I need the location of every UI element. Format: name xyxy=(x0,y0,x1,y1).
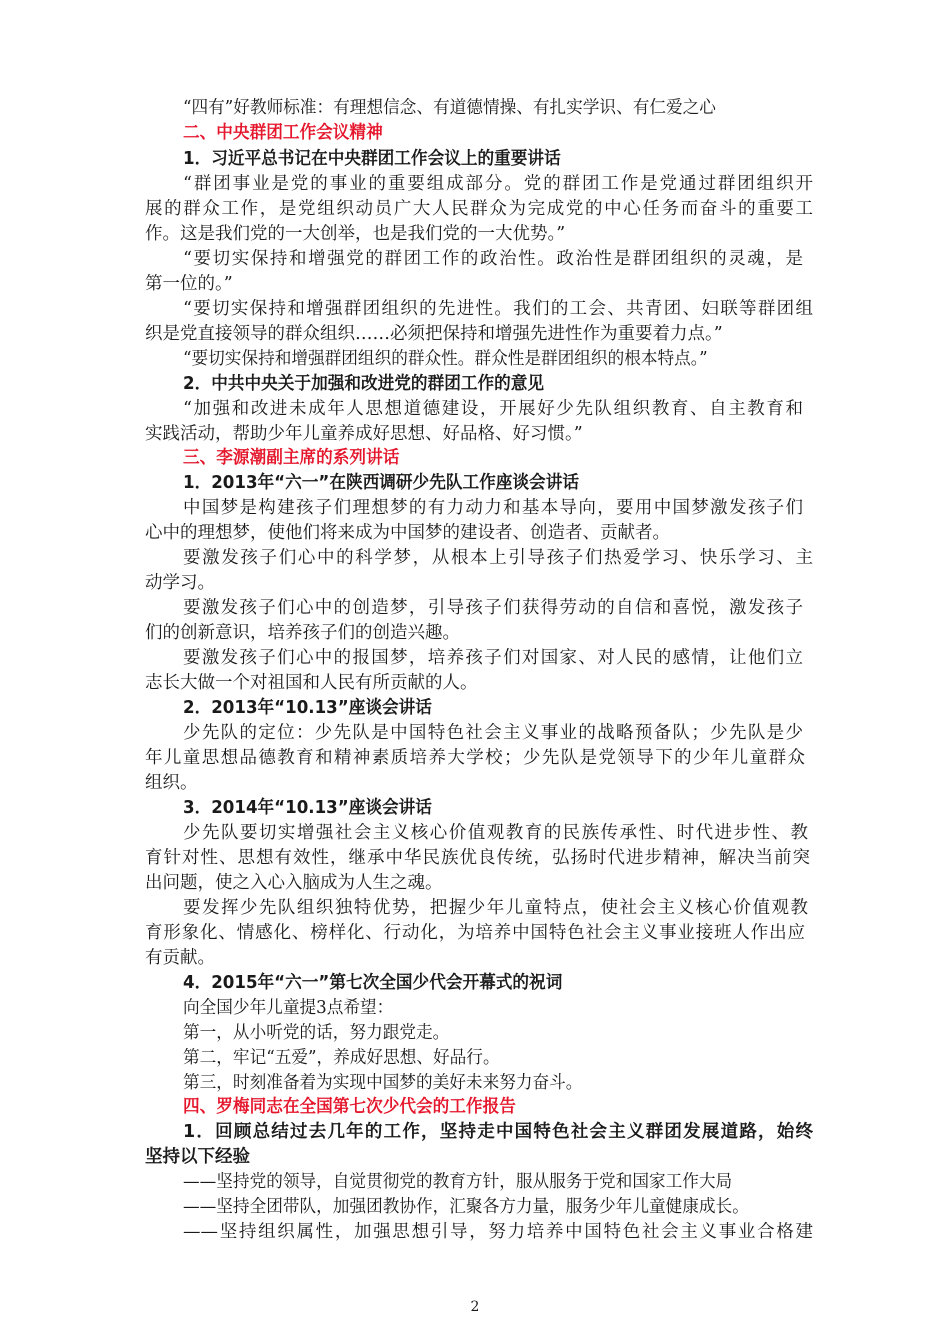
body-line: 要激发孩子们心中的创造梦，引导孩子们获得劳动的自信和喜悦，激发孩子 xyxy=(183,598,803,618)
body-line: 育针对性、思想有效性，继承中华民族优良传统，弘扬时代进步精神，解决当前突 xyxy=(145,848,810,868)
body-line: 少先队的定位：少先队是中国特色社会主义事业的战略预备队；少先队是少 xyxy=(183,723,803,743)
body-line: 年儿童思想品德教育和精神素质培养大学校；少先队是党领导下的少年儿童群众 xyxy=(145,748,805,768)
body-line: 向全国少年儿童提3点希望： xyxy=(183,998,394,1018)
body-line: 动学习。 xyxy=(145,573,215,593)
subsection-heading: 3．2014年“10.13”座谈会讲话 xyxy=(183,798,432,818)
section-heading: 三、李源潮副主席的系列讲话 xyxy=(183,448,400,468)
page-number: 2 xyxy=(470,1299,480,1315)
body-line: 有贡献。 xyxy=(145,948,215,968)
body-line: “群团事业是党的事业的重要组成部分。党的群团工作是党通过群团组织开 xyxy=(183,174,813,194)
section-heading: 二、中央群团工作会议精神 xyxy=(183,123,383,143)
body-line: 要激发孩子们心中的报国梦，培养孩子们对国家、对人民的感情，让他们立 xyxy=(183,648,803,668)
body-line: ——坚持组织属性，加强思想引导，努力培养中国特色社会主义事业合格建 xyxy=(183,1222,813,1242)
body-line: 第一位的。” xyxy=(145,274,233,294)
subsection-heading: 2．2013年“10.13”座谈会讲话 xyxy=(183,698,432,718)
body-line: 少先队要切实增强社会主义核心价值观教育的民族传承性、时代进步性、教 xyxy=(183,823,808,843)
body-line: ——坚持全团带队，加强团教协作，汇聚各方力量，服务少年儿童健康成长。 xyxy=(183,1197,749,1217)
subsection-heading: 1．回顾总结过去几年的工作，坚持走中国特色社会主义群团发展道路，始终 xyxy=(183,1122,813,1142)
body-line: “要切实保持和增强群团组织的先进性。我们的工会、共青团、妇联等群团组 xyxy=(183,299,813,319)
body-line: “要切实保持和增强群团组织的群众性。群众性是群团组织的根本特点。” xyxy=(183,349,708,369)
body-line: “加强和改进未成年人思想道德建设，开展好少先队组织教育、自主教育和 xyxy=(183,399,803,419)
body-line: 作。这是我们党的一大创举，也是我们党的一大优势。” xyxy=(145,224,566,244)
subsection-heading: 4．2015年“六一”第七次全国少代会开幕式的祝词 xyxy=(183,973,563,993)
body-line: “要切实保持和增强党的群团工作的政治性。政治性是群团组织的灵魂，是 xyxy=(183,249,803,269)
body-line: 实践活动，帮助少年儿童养成好思想、好品格、好习惯。” xyxy=(145,424,583,444)
subsection-heading: 1．2013年“六一”在陕西调研少先队工作座谈会讲话 xyxy=(183,473,579,493)
section-heading: 四、罗梅同志在全国第七次少代会的工作报告 xyxy=(183,1097,516,1117)
subsection-heading: 1．习近平总书记在中央群团工作会议上的重要讲话 xyxy=(183,149,561,169)
body-line: 心中的理想梦，使他们将来成为中国梦的建设者、创造者、贡献者。 xyxy=(145,523,670,543)
body-line: 要激发孩子们心中的科学梦，从根本上引导孩子们热爱学习、快乐学习、主 xyxy=(183,548,813,568)
body-line: ——坚持党的领导，自觉贯彻党的教育方针，服从服务于党和国家工作大局 xyxy=(183,1172,733,1192)
body-line: 们的创新意识，培养孩子们的创造兴趣。 xyxy=(145,623,460,643)
subsection-heading: 2．中共中央关于加强和改进党的群团工作的意见 xyxy=(183,374,545,394)
body-line: 展的群众工作，是党组织动员广大人民群众为完成党的中心任务而奋斗的重要工 xyxy=(145,199,813,219)
body-line: 第三，时刻准备着为实现中国梦的美好未来努力奋斗。 xyxy=(183,1073,583,1093)
body-line: 第一，从小听党的话，努力跟党走。 xyxy=(183,1023,450,1043)
body-line: 中国梦是构建孩子们理想梦的有力动力和基本导向，要用中国梦激发孩子们 xyxy=(183,498,803,518)
body-line: 第二，牢记“五爱”，养成好思想、好品行。 xyxy=(183,1048,500,1068)
body-line: “四有”好教师标准：有理想信念、有道德情操、有扎实学识、有仁爱之心 xyxy=(183,98,716,118)
body-line: 育形象化、情感化、榜样化、行动化，为培养中国特色社会主义事业接班人作出应 xyxy=(145,923,805,943)
body-line: 要发挥少先队组织独特优势，把握少年儿童特点，使社会主义核心价值观教 xyxy=(183,898,808,918)
body-line: 组织。 xyxy=(145,773,198,793)
subsection-heading: 坚持以下经验 xyxy=(145,1147,250,1167)
body-line: 织是党直接领导的群众组织……必须把保持和增强先进性作为重要着力点。” xyxy=(145,324,723,344)
body-line: 出问题，使之入心入脑成为人生之魂。 xyxy=(145,873,443,893)
body-line: 志长大做一个对祖国和人民有所贡献的人。 xyxy=(145,673,478,693)
